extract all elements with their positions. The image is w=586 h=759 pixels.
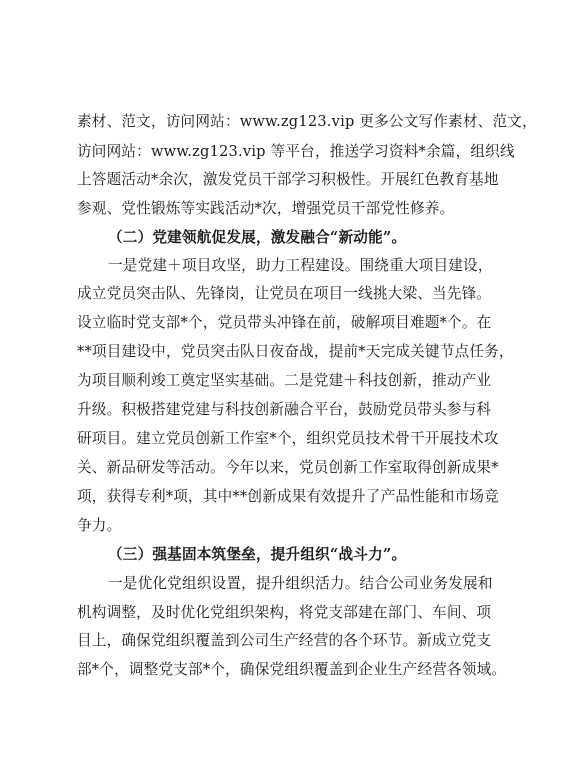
body-line-20: 部*个，调整党支部*个，确保党组织覆盖到企业生产经营各领域。: [77, 661, 507, 678]
body-line-14: 项，获得专利*项，其中**创新成果有效提升了产品性能和市场竞: [77, 488, 499, 505]
body-line-15: 争力。: [77, 517, 122, 534]
body-line-9: **项目建设中，党员突击队日夜奋战，提前*天完成关键节点任务，: [77, 343, 514, 360]
body-line-4: 参观、党性锻炼等实践活动*次，增强党员干部党性修养。: [77, 200, 455, 217]
body-line-7: 成立党员突击队、先锋岗，让党员在项目一线挑大梁、当先锋。: [77, 285, 492, 302]
body-line-1: 素材、范文，访问网站：www.zg123.vip 更多公文写作素材、范文，: [77, 113, 537, 130]
body-line-2: 访问网站：www.zg123.vip 等平台，推送学习资料*余篇，组织线: [77, 143, 515, 160]
body-line-13: 关、新品研发等活动。今年以来，党员创新工作室取得创新成果*: [77, 459, 499, 476]
body-line-3: 上答题活动*余次，激发党员干部学习积极性。开展红色教育基地: [77, 171, 499, 188]
body-line-10: 为项目顺利竣工奠定坚实基础。二是党建＋科技创新，推动产业: [77, 372, 492, 389]
section-heading-2: （二）党建领航促发展，激发融合“新动能”。: [108, 229, 407, 246]
body-line-19: 目上，确保党组织覆盖到公司生产经营的各个环节。新成立党支: [77, 632, 492, 649]
body-line-6: 一是党建＋项目攻坚，助力工程建设。围绕重大项目建设，: [108, 257, 493, 274]
body-line-8: 设立临时党支部*个，党员带头冲锋在前，破解项目难题*个。在: [77, 314, 492, 331]
body-line-12: 研项目。建立党员创新工作室*个，组织党员技术骨干开展技术攻: [77, 430, 499, 447]
body-line-11: 升级。积极搭建党建与科技创新融合平台，鼓励党员带头参与科: [77, 401, 492, 418]
body-line-18: 机构调整，及时优化党组织架构，将党支部建在部门、车间、项: [77, 604, 492, 621]
body-line-17: 一是优化党组织设置，提升组织活力。结合公司业务发展和: [108, 575, 493, 592]
section-heading-3: （三）强基固本筑堡垒，提升组织“战斗力”。: [108, 546, 407, 563]
